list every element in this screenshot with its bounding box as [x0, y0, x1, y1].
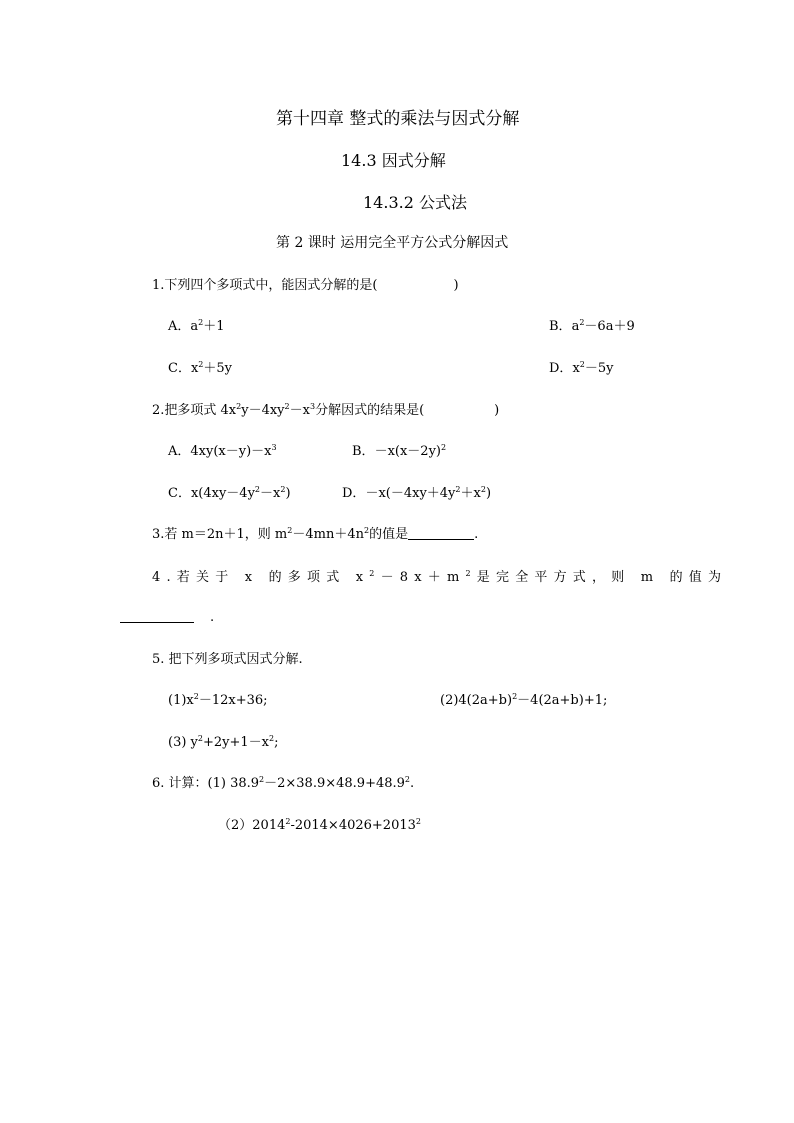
q2-option-b: B．$-x(x-2y)^2$	[352, 443, 447, 459]
q1-option-b: B．$a^2-6a+9$	[549, 318, 635, 334]
chapter-title: 第十四章 整式的乘法与因式分解	[276, 109, 520, 129]
q1-option-a: A．$a^2+1$	[168, 318, 225, 334]
question-6-part-1: 6. 计算：(1) $38.9^2-2\times 38.9\times 48.9+48.9^2$.	[152, 775, 415, 791]
q2-option-d: D．$-x(-4xy+4y^2+x^2)$	[342, 485, 492, 501]
q5-item-3: (3) $y^2+2y+1-x^2$;	[168, 734, 279, 750]
question-3: 3.若 m＝2n＋1，则 $m^2-4mn+4n^2$的值是 .	[152, 526, 479, 542]
section-title: 14.3 因式分解	[341, 151, 446, 170]
q2-option-a: A．$4xy(x-y)-x^3$	[168, 443, 277, 459]
question-4-answer-line: .	[120, 610, 214, 626]
question-4: 4.若关于 x 的多项式 $x^2-8x+m^2$是完全平方式，则 m 的值为	[152, 569, 728, 585]
subsection-title: 14.3.2 公式法	[363, 193, 467, 212]
q1-option-c: C．$x^2+5y$	[168, 360, 233, 376]
lesson-title: 第 2 课时 运用完全平方公式分解因式	[276, 235, 509, 251]
q3-answer-blank[interactable]	[408, 527, 474, 540]
q4-answer-blank[interactable]	[120, 610, 194, 623]
q1-option-d: D．$x^2-5y$	[549, 360, 614, 376]
q2-option-c: C．$x(4xy-4y^2-x^2)$	[168, 485, 291, 501]
question-2-stem: 2.把多项式 $4x^2y-4xy^2-x^3$分解因式的结果是( )	[152, 402, 500, 418]
question-1-stem: 1.下列四个多项式中，能因式分解的是( )	[152, 278, 459, 293]
question-5-stem: 5. 把下列多项式因式分解.	[152, 652, 303, 667]
q5-item-1: $(1)x^2-12x+36$;	[168, 692, 268, 708]
question-6-part-2: $(2)2014^2-2014\times 4026+2013^2$	[218, 817, 421, 833]
q5-item-2: $(2)4(2a+b)^2-4(2a+b)+1$;	[440, 692, 608, 708]
